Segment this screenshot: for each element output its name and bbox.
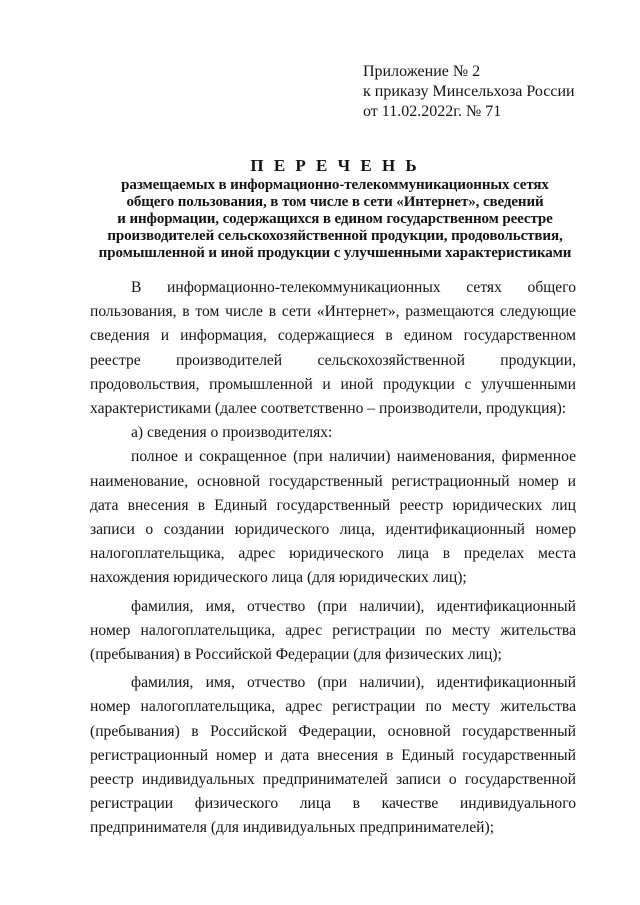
subtitle-line: промышленной и иной продукции с улучшенными характеристиками <box>98 245 572 261</box>
legal-entity-paragraph: полное и сокращенное (при наличии) наименования, фирменное наименование, основной государственный регистрационный номер и дата внесения в Единый государственный реестр юридических лиц записи о создании юридического лица, идентификационный номер налогоплательщика, адрес юридического лица в пределах места нахождения юридического лица (для юридических лиц); <box>90 448 576 587</box>
item-a-heading: а) сведения о производителях: <box>131 424 333 442</box>
entrepreneur-paragraph: фамилия, имя, отчество (при наличии), идентификационный номер налогоплательщика, адрес регистрации по месту жительства (пребывания) в Российской Федерации, основной государственный регистрационный номер и дата внесения в Единый государственный реестр индивидуальных предпринимателей записи о государственной регистрации физического лица в качестве индивидуального предпринимателя (для индивидуальных предпринимателей); <box>90 674 576 837</box>
subtitle-line: размещаемых в информационно-телекоммуникационных сетях <box>121 177 549 193</box>
appendix-number: Приложение № 2 <box>363 63 481 80</box>
document-title: П Е Р Е Ч Е Н Ь <box>250 156 420 175</box>
subtitle-line: производителей сельскохозяйственной продукции, продовольствия, <box>107 228 563 244</box>
individual-paragraph: фамилия, имя, отчество (при наличии), идентификационный номер налогоплательщика, адрес регистрации по месту жительства (пребывания) в Российской Федерации (для физических лиц); <box>90 597 576 664</box>
subtitle-line: и информации, содержащихся в едином государственном реестре <box>117 211 553 227</box>
appendix-order-reference: к приказу Минсельхоза России <box>363 83 575 100</box>
document-body <box>90 276 576 841</box>
document-subtitle <box>80 177 590 262</box>
appendix-order-date: от 11.02.2022г. № 71 <box>363 103 502 120</box>
appendix-header <box>363 62 575 122</box>
intro-paragraph: В информационно-телекоммуникационных сетях общего пользования, в том числе в сети «Интернет», размещаются следующие сведения и информация, содержащиеся в едином государственном реестре производителей сельскохозяйственной продукции, продовольствия, промышленной и иной продукции с улучшенными характеристиками (далее соответственно – производители, продукция): <box>90 279 576 418</box>
document-title-block <box>80 155 590 262</box>
subtitle-line: общего пользования, в том числе в сети «Интернет», сведений <box>126 194 544 210</box>
